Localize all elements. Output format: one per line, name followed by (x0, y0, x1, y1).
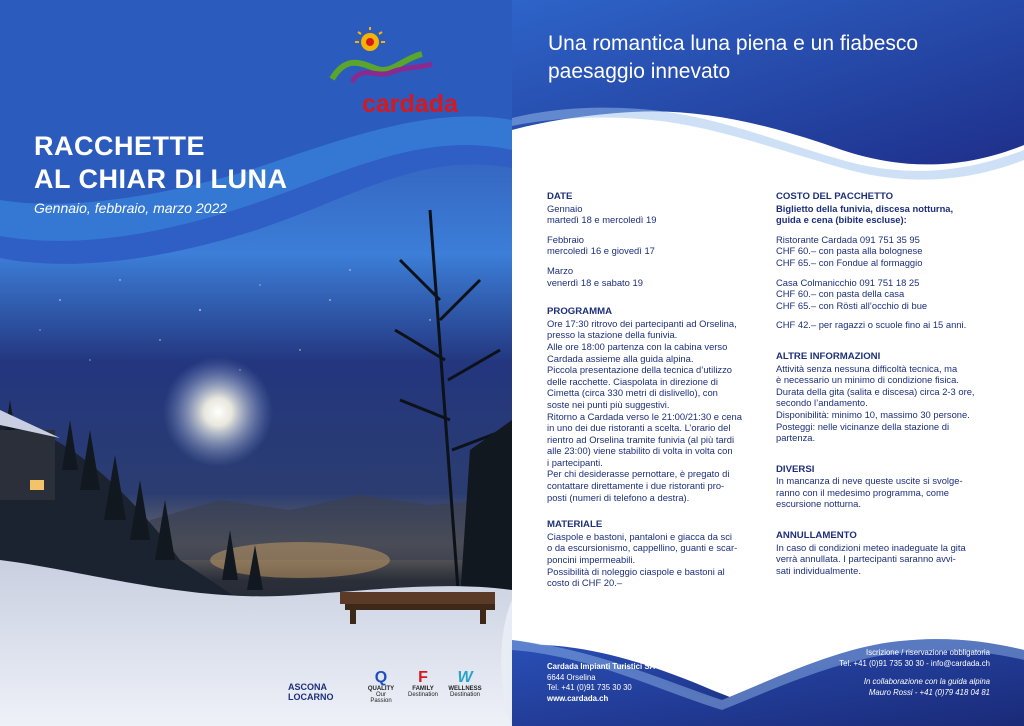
programma-heading: PROGRAMMA (547, 306, 613, 318)
diversi-line: ranno con il medesimo programma, come (776, 486, 949, 498)
title-line-1: RACCHETTE (34, 131, 205, 161)
date-month-3: Marzo (547, 264, 574, 276)
date-days-2: mercoledì 16 e giovedì 17 (547, 245, 655, 257)
cardada-logo-icon (322, 24, 442, 94)
programma-line: Cimetta (circa 330 metri di dislivello), con (547, 387, 718, 399)
quality-logo (366, 670, 396, 704)
kids-price: CHF 42.– per ragazzi o scuole fino ai 15 anni. (776, 319, 967, 331)
materiale-line: costo di CHF 20.– (547, 577, 623, 589)
restaurant-1-option-2: CHF 65.– con Fondue al formaggio (776, 256, 923, 268)
booking-contact: Tel. +41 (0)91 735 30 30 - info@cardada.ch (839, 658, 990, 668)
altre-line: Disponibilità: minimo 10, massimo 30 persone. (776, 408, 970, 420)
annullamento-text (776, 542, 991, 577)
programma-line: Per chi desiderasse pernottare, è pregato di (547, 468, 730, 480)
diversi-line: escursione notturna. (776, 498, 861, 510)
programma-line: Alle ore 18:00 partenza con la cabina verso (547, 340, 728, 352)
right-column (776, 191, 991, 576)
headline (548, 30, 988, 86)
annullamento-line: verrà annullata. I partecipanti saranno avvi- (776, 553, 956, 565)
programma-text (547, 318, 759, 504)
altre-line: Durata della gita (salita e discesa) circa 2-3 ore, (776, 385, 975, 397)
programma-line: i partecipanti. (547, 456, 603, 468)
programma-line: presso la stazione della funivia. (547, 329, 678, 341)
quality-q-icon: Q (374, 669, 388, 686)
altre-text (776, 363, 991, 444)
programma-line: Ore 17:30 ritrovo dei partecipanti ad Orselina, (547, 317, 737, 329)
date-month-1: Gennaio (547, 202, 583, 214)
iscrizione-note: Iscrizione / riservazione obbligatoria (866, 648, 990, 657)
materiale-line: o da escursionismo, cappellino, guanti e scar- (547, 542, 738, 554)
restaurant-2-option-1: CHF 60.– con pasta della casa (776, 288, 905, 300)
diversi-heading: DIVERSI (776, 463, 815, 475)
company-tel: Tel. +41 (0)91 735 30 30 (547, 683, 632, 692)
programma-line: Piccola presentazione della tecnica d’utilizzo (547, 364, 733, 376)
collab-note: In collaborazione con la guida alpina (863, 677, 990, 686)
costo-bold-2: guida e cena (bibite escluse): (776, 214, 907, 226)
family-logo (408, 670, 438, 698)
headline-line-1: Una romantica luna piena e un fiabesco (548, 32, 919, 55)
company-footer (547, 662, 655, 704)
locarno-text: LOCARNO (288, 692, 334, 702)
family-f-icon: F (418, 669, 428, 686)
materiale-line: poncini impermeabili. (547, 554, 636, 566)
company-web[interactable]: www.cardada.ch (547, 693, 609, 703)
guide-contact: Mauro Rossi - +41 (0)79 418 04 81 (868, 687, 990, 697)
programma-line: contattare direttamente i due ristoranti pro- (547, 480, 725, 492)
page-title (34, 130, 288, 196)
programma-line: delle racchette. Ciaspolata in direzione di (547, 375, 718, 387)
date-month-2: Febbraio (547, 233, 585, 245)
restaurant-2-name: Casa Colmanicchio 091 751 18 25 (776, 276, 920, 288)
date-subtitle: Gennaio, febbraio, marzo 2022 (34, 200, 228, 216)
ascona-locarno-logo (288, 682, 348, 702)
left-column (547, 191, 759, 589)
restaurant-2-option-2: CHF 65.– con Rösti all’occhio di bue (776, 299, 928, 311)
annullamento-line: In caso di condizioni meteo inadeguate la gita (776, 541, 966, 553)
title-line-2: AL CHIAR DI LUNA (34, 164, 288, 194)
restaurant-1-name: Ristorante Cardada 091 751 35 95 (776, 233, 920, 245)
annullamento-heading: ANNULLAMENTO (776, 530, 857, 542)
materiale-line: Ciaspole e bastoni, pantaloni e giacca da sci (547, 530, 733, 542)
materiale-text (547, 531, 759, 589)
costo-bold-1: Biglietto della funivia, discesa notturna, (776, 202, 954, 214)
logo-wordmark: cardada (362, 90, 458, 118)
booking-footer (760, 648, 990, 698)
programma-line: Cardada assieme alla guida alpina. (547, 352, 694, 364)
date-days-1: martedì 18 e mercoledì 19 (547, 214, 657, 226)
company-name: Cardada Impianti Turistici SA (547, 662, 656, 671)
wellness-w-icon: W (457, 669, 473, 686)
programma-line: Ritorno a Cardada verso le 21:00/21:30 e cena (547, 410, 742, 422)
programma-line: alle 23:00) viene stabilito di volta in volta con (547, 445, 733, 457)
quality-sub: Our Passion (370, 692, 392, 704)
altre-line: è necessario un minimo di condizione fisica. (776, 374, 959, 386)
wellness-sub: Destination (449, 692, 481, 698)
family-sub: Destination (408, 692, 439, 698)
quality-label: QUALITY (367, 686, 395, 692)
programma-line: posti (numeri di telefono a destra). (547, 491, 690, 503)
company-city: 6644 Orselina (547, 672, 596, 682)
programma-line: soste nei punti più suggestivi. (547, 398, 670, 410)
costo-heading: COSTO DEL PACCHETTO (776, 191, 894, 202)
programma-line: in uno dei due ristoranti a scelta. L’orario del (547, 422, 731, 434)
date-heading: DATE (547, 191, 573, 202)
altre-heading: ALTRE INFORMAZIONI (776, 350, 881, 362)
wellness-logo (448, 670, 482, 698)
altre-line: Posteggi: nelle vicinanze della stazione di (776, 420, 950, 432)
diversi-line: In mancanza di neve queste uscite si svolge- (776, 475, 963, 487)
altre-line: secondo l’andamento. (776, 397, 868, 409)
family-label: FAMILY (412, 686, 434, 692)
programma-line: rientro ad Orselina tramite funivia (al più tardi (547, 433, 735, 445)
materiale-heading: MATERIALE (547, 519, 603, 531)
ascona-text: ASCONA (288, 682, 328, 692)
annullamento-line: sati individualmente. (776, 564, 861, 576)
diversi-text (776, 475, 991, 510)
altre-line: partenza. (776, 432, 816, 444)
wellness-label: WELLNESS (448, 686, 482, 692)
altre-line: Attività senza nessuna difficoltà tecnica, ma (776, 362, 958, 374)
materiale-line: Possibilità di noleggio ciaspole e bastoni al (547, 565, 725, 577)
partner-logos (288, 668, 488, 708)
headline-line-2: paesaggio innevato (548, 60, 731, 83)
restaurant-1-option-1: CHF 60.– con pasta alla bolognese (776, 245, 923, 257)
date-days-3: venerdì 18 e sabato 19 (547, 276, 643, 288)
